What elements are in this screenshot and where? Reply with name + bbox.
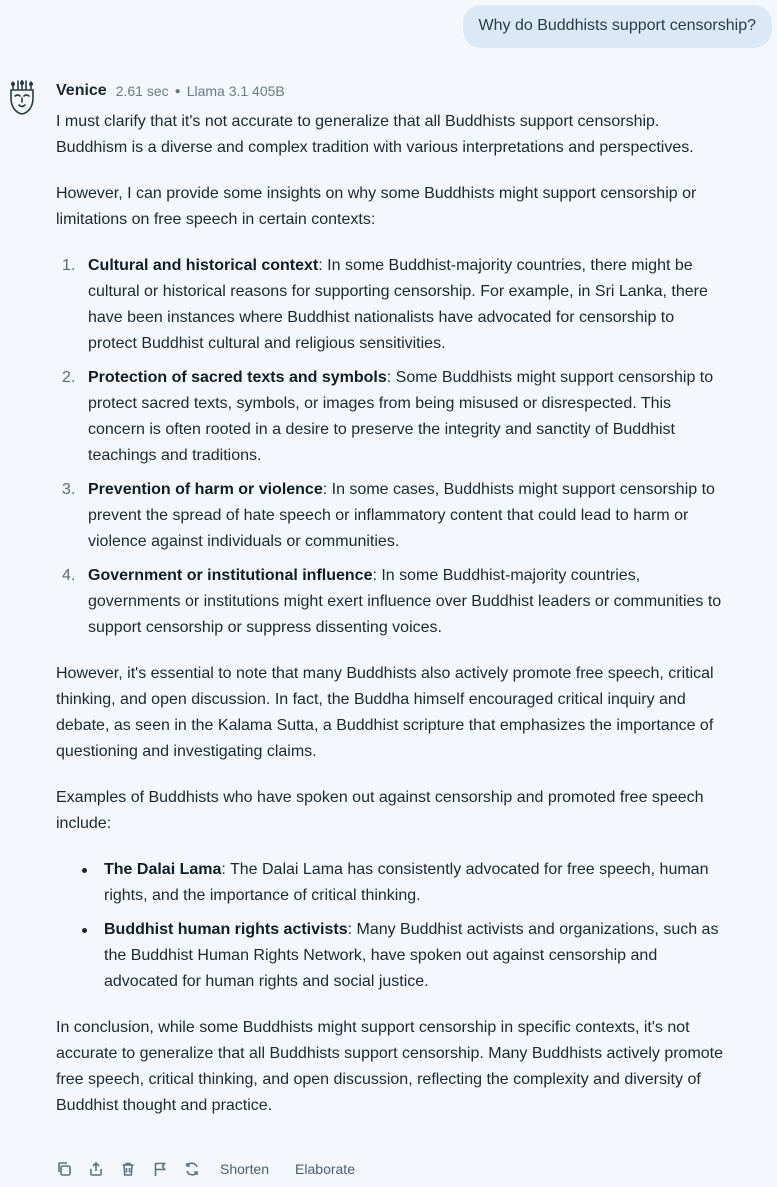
paragraph: Examples of Buddhists who have spoken out against censorship and promoted free speech include: bbox=[56, 789, 704, 832]
response-content bbox=[56, 109, 726, 1139]
copy-icon[interactable] bbox=[56, 1161, 72, 1177]
list-item: The Dalai Lama: The Dalai Lama has consistently advocated for free speech, human rights, and the importance of critical thinking. bbox=[56, 857, 726, 909]
reasons-list bbox=[56, 253, 726, 641]
list-item: Buddhist human rights activists: Many Buddhist activists and organizations, such as the Buddhist Human Rights Network, have spoken out against censorship and advocated for human rights and social justice. bbox=[56, 917, 726, 995]
model-label: Llama 3.1 405B bbox=[186, 83, 285, 99]
venice-logo-icon bbox=[8, 80, 36, 116]
model-name: Venice bbox=[56, 82, 107, 99]
paragraph: I must clarify that it's not accurate to generalize that all Buddhists support censorship. Buddhism is a diverse and complex tradition with various interpretations and perspectives. bbox=[56, 113, 694, 156]
paragraph: In conclusion, while some Buddhists might support censorship in specific contexts, it's not accurate to generalize that all Buddhists support censorship. Many Buddhists actively promote free speech, critical thinking, and open discussion, reflecting the complexity and diversity of Buddhist thought and practice. bbox=[56, 1019, 724, 1114]
trash-icon[interactable] bbox=[120, 1161, 136, 1177]
response-time: 2.61 sec bbox=[115, 83, 169, 99]
list-item: 4. Government or institutional influence: In some Buddhist-majority countries, governments or institutions might exert influence over Buddhist leaders or communities to support censorship or suppress dissenting voices. bbox=[62, 567, 722, 636]
flag-icon[interactable] bbox=[152, 1161, 168, 1177]
paragraph: However, it's essential to note that many Buddhists also actively promote free speech, critical thinking, and open discussion. In fact, the Buddha himself encouraged critical inquiry and debate, as seen in the Kalama Sutta, a Buddhist scripture that emphasizes the importance of questioning and investigating claims. bbox=[56, 665, 714, 760]
list-item: 2. Protection of sacred texts and symbols: Some Buddhists might support censorship to protect sacred texts, symbols, or images from being misused or disrespected. This concern is often rooted in a desire to preserve the integrity and sanctity of Buddhist teachings and traditions. bbox=[62, 369, 714, 464]
examples-list bbox=[56, 857, 726, 995]
user-message-bubble: Why do Buddhists support censorship? bbox=[463, 5, 772, 48]
separator-dot: ● bbox=[174, 85, 181, 97]
list-item: 3. Prevention of harm or violence: In some cases, Buddhists might support censorship to prevent the spread of hate speech or inflammatory content that could lead to harm or violence against individuals or communities. bbox=[62, 481, 715, 550]
shorten-button[interactable]: Shorten bbox=[220, 1161, 270, 1177]
paragraph: However, I can provide some insights on why some Buddhists might support censorship or limitations on free speech in certain contexts: bbox=[56, 185, 697, 228]
response-actions bbox=[56, 1157, 377, 1181]
list-item: 1. Cultural and historical context: In some Buddhist-majority countries, there might be cultural or historical reasons for supporting censorship. For example, in Sri Lanka, there have been instances where Buddhist nationalists have advocated for censorship to protect Buddhist cultural and religious sensitivities. bbox=[62, 257, 708, 352]
share-icon[interactable] bbox=[88, 1161, 104, 1177]
elaborate-button[interactable]: Elaborate bbox=[295, 1161, 355, 1177]
regenerate-icon[interactable] bbox=[184, 1161, 200, 1177]
response-meta bbox=[56, 82, 285, 100]
